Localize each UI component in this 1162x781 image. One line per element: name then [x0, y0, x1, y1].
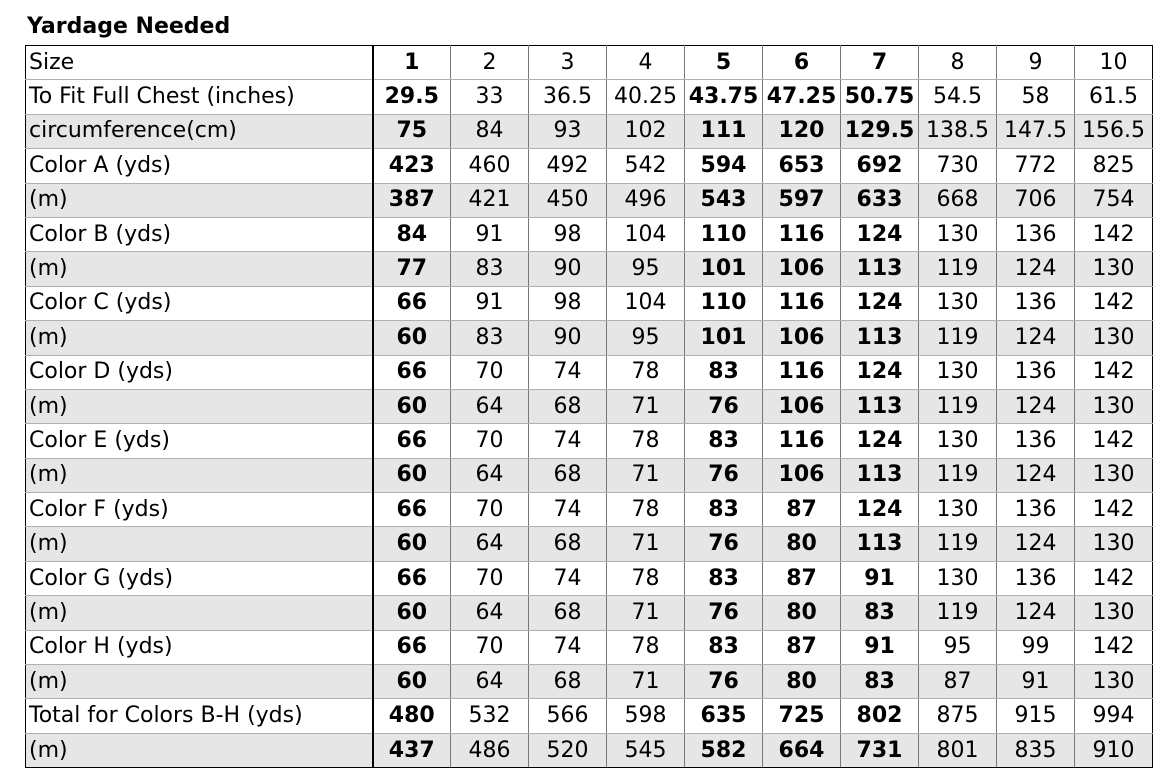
table-cell: 91: [841, 561, 919, 595]
table-cell: 61.5: [1075, 80, 1153, 114]
table-cell: 113: [841, 527, 919, 561]
row-label: (m): [26, 458, 373, 492]
table-cell: 597: [763, 183, 841, 217]
table-cell: 64: [451, 458, 529, 492]
table-cell: 653: [763, 149, 841, 183]
table-cell: 994: [1075, 699, 1153, 733]
table-cell: 60: [373, 665, 451, 699]
table-cell: 124: [997, 458, 1075, 492]
table-cell: 70: [451, 493, 529, 527]
table-cell: 78: [607, 630, 685, 664]
table-cell: 66: [373, 286, 451, 320]
table-cell: 825: [1075, 149, 1153, 183]
table-cell: 95: [607, 252, 685, 286]
table-cell: 142: [1075, 493, 1153, 527]
table-cell: 104: [607, 217, 685, 251]
table-cell: 136: [997, 286, 1075, 320]
table-cell: 520: [529, 733, 607, 767]
table-cell: 136: [997, 355, 1075, 389]
table-row: [26, 630, 1153, 664]
table-cell: 664: [763, 733, 841, 767]
table-cell: 76: [685, 596, 763, 630]
table-cell: 124: [997, 389, 1075, 423]
yardage-table: [25, 45, 1153, 768]
table-row: [26, 321, 1153, 355]
row-label: Color D (yds): [26, 355, 373, 389]
table-cell: 75: [373, 114, 451, 148]
table-cell: 76: [685, 389, 763, 423]
table-cell: 113: [841, 458, 919, 492]
table-cell: 66: [373, 561, 451, 595]
table-cell: 64: [451, 665, 529, 699]
table-cell: 102: [607, 114, 685, 148]
table-cell: 130: [919, 493, 997, 527]
table-cell: 77: [373, 252, 451, 286]
table-cell: 496: [607, 183, 685, 217]
table-cell: 78: [607, 424, 685, 458]
table-cell: 136: [997, 561, 1075, 595]
table-cell: 124: [997, 252, 1075, 286]
table-row: [26, 355, 1153, 389]
table-cell: 95: [607, 321, 685, 355]
table-cell: 130: [1075, 665, 1153, 699]
table-cell: 113: [841, 389, 919, 423]
table-cell: 43.75: [685, 80, 763, 114]
table-cell: 71: [607, 389, 685, 423]
table-cell: 124: [997, 321, 1075, 355]
table-cell: 78: [607, 355, 685, 389]
row-label: Size: [26, 46, 373, 80]
table-cell: 136: [997, 493, 1075, 527]
table-cell: 90: [529, 252, 607, 286]
table-cell: 116: [763, 355, 841, 389]
table-cell: 101: [685, 252, 763, 286]
table-cell: 130: [919, 286, 997, 320]
table-cell: 130: [1075, 321, 1153, 355]
table-cell: 4: [607, 46, 685, 80]
table-cell: 80: [763, 527, 841, 561]
table-cell: 113: [841, 252, 919, 286]
table-cell: 124: [997, 527, 1075, 561]
table-cell: 124: [841, 424, 919, 458]
table-cell: 83: [841, 596, 919, 630]
table-cell: 83: [685, 493, 763, 527]
table-cell: 486: [451, 733, 529, 767]
table-cell: 70: [451, 355, 529, 389]
row-label: Color G (yds): [26, 561, 373, 595]
table-cell: 84: [373, 217, 451, 251]
table-cell: 76: [685, 458, 763, 492]
yardage-table-body: [26, 46, 1153, 768]
table-cell: 532: [451, 699, 529, 733]
table-cell: 70: [451, 424, 529, 458]
table-cell: 130: [1075, 596, 1153, 630]
table-cell: 91: [841, 630, 919, 664]
table-cell: 83: [685, 561, 763, 595]
table-cell: 66: [373, 493, 451, 527]
row-label: (m): [26, 596, 373, 630]
table-cell: 111: [685, 114, 763, 148]
table-cell: 542: [607, 149, 685, 183]
table-row: [26, 114, 1153, 148]
table-cell: 83: [451, 252, 529, 286]
table-cell: 29.5: [373, 80, 451, 114]
table-cell: 130: [1075, 252, 1153, 286]
table-cell: 50.75: [841, 80, 919, 114]
table-row: [26, 733, 1153, 767]
table-row: [26, 699, 1153, 733]
table-row: [26, 596, 1153, 630]
table-cell: 730: [919, 149, 997, 183]
table-cell: 113: [841, 321, 919, 355]
table-cell: 101: [685, 321, 763, 355]
table-cell: 83: [841, 665, 919, 699]
row-label: Color F (yds): [26, 493, 373, 527]
table-row: [26, 149, 1153, 183]
table-cell: 47.25: [763, 80, 841, 114]
table-cell: 633: [841, 183, 919, 217]
table-cell: 83: [685, 424, 763, 458]
table-cell: 64: [451, 596, 529, 630]
table-cell: 76: [685, 665, 763, 699]
table-cell: 124: [997, 596, 1075, 630]
table-cell: 98: [529, 217, 607, 251]
table-cell: 106: [763, 458, 841, 492]
table-cell: 460: [451, 149, 529, 183]
table-cell: 106: [763, 252, 841, 286]
table-cell: 71: [607, 527, 685, 561]
table-cell: 64: [451, 527, 529, 561]
table-cell: 68: [529, 458, 607, 492]
row-label: Color H (yds): [26, 630, 373, 664]
table-cell: 84: [451, 114, 529, 148]
table-cell: 130: [1075, 527, 1153, 561]
table-cell: 119: [919, 321, 997, 355]
table-cell: 60: [373, 527, 451, 561]
table-cell: 66: [373, 355, 451, 389]
table-cell: 2: [451, 46, 529, 80]
table-cell: 543: [685, 183, 763, 217]
table-cell: 142: [1075, 561, 1153, 595]
table-cell: 915: [997, 699, 1075, 733]
table-cell: 725: [763, 699, 841, 733]
table-cell: 421: [451, 183, 529, 217]
table-cell: 130: [919, 424, 997, 458]
table-cell: 582: [685, 733, 763, 767]
table-row: [26, 665, 1153, 699]
table-row: [26, 458, 1153, 492]
table-cell: 706: [997, 183, 1075, 217]
row-label: To Fit Full Chest (inches): [26, 80, 373, 114]
table-cell: 70: [451, 561, 529, 595]
table-cell: 147.5: [997, 114, 1075, 148]
table-cell: 33: [451, 80, 529, 114]
table-cell: 60: [373, 458, 451, 492]
table-cell: 71: [607, 665, 685, 699]
table-cell: 66: [373, 424, 451, 458]
table-cell: 104: [607, 286, 685, 320]
table-cell: 83: [685, 355, 763, 389]
table-cell: 423: [373, 149, 451, 183]
table-cell: 74: [529, 493, 607, 527]
table-cell: 106: [763, 389, 841, 423]
table-cell: 36.5: [529, 80, 607, 114]
table-cell: 91: [451, 286, 529, 320]
table-cell: 91: [451, 217, 529, 251]
table-cell: 68: [529, 389, 607, 423]
table-cell: 129.5: [841, 114, 919, 148]
row-label: Total for Colors B-H (yds): [26, 699, 373, 733]
row-label: Color B (yds): [26, 217, 373, 251]
row-label: (m): [26, 389, 373, 423]
table-cell: 99: [997, 630, 1075, 664]
table-cell: 130: [1075, 458, 1153, 492]
table-cell: 60: [373, 596, 451, 630]
table-cell: 90: [529, 321, 607, 355]
table-cell: 138.5: [919, 114, 997, 148]
table-cell: 594: [685, 149, 763, 183]
table-cell: 450: [529, 183, 607, 217]
table-cell: 8: [919, 46, 997, 80]
row-label: Color A (yds): [26, 149, 373, 183]
row-label: Color E (yds): [26, 424, 373, 458]
table-cell: 68: [529, 596, 607, 630]
table-cell: 119: [919, 389, 997, 423]
table-cell: 492: [529, 149, 607, 183]
table-cell: 110: [685, 217, 763, 251]
table-cell: 87: [919, 665, 997, 699]
row-label: (m): [26, 733, 373, 767]
row-label: (m): [26, 665, 373, 699]
table-cell: 98: [529, 286, 607, 320]
table-cell: 68: [529, 527, 607, 561]
table-row: [26, 252, 1153, 286]
table-cell: 136: [997, 424, 1075, 458]
table-cell: 9: [997, 46, 1075, 80]
table-cell: 60: [373, 321, 451, 355]
table-row: [26, 424, 1153, 458]
table-cell: 60: [373, 389, 451, 423]
table-row: [26, 46, 1153, 80]
table-cell: 566: [529, 699, 607, 733]
table-cell: 142: [1075, 217, 1153, 251]
table-cell: 772: [997, 149, 1075, 183]
table-row: [26, 493, 1153, 527]
table-cell: 130: [919, 355, 997, 389]
table-cell: 668: [919, 183, 997, 217]
table-cell: 87: [763, 493, 841, 527]
table-cell: 124: [841, 493, 919, 527]
table-cell: 93: [529, 114, 607, 148]
table-cell: 130: [1075, 389, 1153, 423]
table-row: [26, 286, 1153, 320]
table-cell: 10: [1075, 46, 1153, 80]
table-cell: 68: [529, 665, 607, 699]
table-cell: 5: [685, 46, 763, 80]
table-cell: 692: [841, 149, 919, 183]
table-cell: 120: [763, 114, 841, 148]
table-cell: 156.5: [1075, 114, 1153, 148]
table-cell: 142: [1075, 286, 1153, 320]
row-label: (m): [26, 252, 373, 286]
table-cell: 80: [763, 596, 841, 630]
table-cell: 83: [685, 630, 763, 664]
table-cell: 119: [919, 458, 997, 492]
table-cell: 74: [529, 424, 607, 458]
table-cell: 731: [841, 733, 919, 767]
table-cell: 54.5: [919, 80, 997, 114]
table-row: [26, 217, 1153, 251]
table-cell: 635: [685, 699, 763, 733]
table-row: [26, 183, 1153, 217]
table-cell: 545: [607, 733, 685, 767]
row-label: (m): [26, 183, 373, 217]
table-cell: 910: [1075, 733, 1153, 767]
table-cell: 480: [373, 699, 451, 733]
row-label: (m): [26, 321, 373, 355]
table-cell: 598: [607, 699, 685, 733]
page-title: Yardage Needed: [27, 14, 231, 39]
table-cell: 78: [607, 561, 685, 595]
table-cell: 116: [763, 217, 841, 251]
table-cell: 754: [1075, 183, 1153, 217]
table-cell: 142: [1075, 424, 1153, 458]
table-cell: 87: [763, 561, 841, 595]
table-cell: 3: [529, 46, 607, 80]
table-cell: 110: [685, 286, 763, 320]
table-cell: 875: [919, 699, 997, 733]
table-cell: 70: [451, 630, 529, 664]
table-cell: 106: [763, 321, 841, 355]
table-cell: 1: [373, 46, 451, 80]
table-cell: 801: [919, 733, 997, 767]
table-cell: 130: [919, 217, 997, 251]
table-cell: 83: [451, 321, 529, 355]
table-cell: 58: [997, 80, 1075, 114]
table-cell: 74: [529, 561, 607, 595]
table-cell: 136: [997, 217, 1075, 251]
table-cell: 119: [919, 527, 997, 561]
table-cell: 74: [529, 355, 607, 389]
table-cell: 130: [919, 561, 997, 595]
table-row: [26, 80, 1153, 114]
table-cell: 116: [763, 424, 841, 458]
table-cell: 95: [919, 630, 997, 664]
table-cell: 74: [529, 630, 607, 664]
table-cell: 119: [919, 596, 997, 630]
table-cell: 835: [997, 733, 1075, 767]
table-cell: 124: [841, 217, 919, 251]
table-cell: 91: [997, 665, 1075, 699]
table-row: [26, 389, 1153, 423]
table-cell: 64: [451, 389, 529, 423]
table-cell: 437: [373, 733, 451, 767]
table-cell: 802: [841, 699, 919, 733]
table-cell: 124: [841, 286, 919, 320]
table-cell: 119: [919, 252, 997, 286]
row-label: circumference(cm): [26, 114, 373, 148]
table-row: [26, 527, 1153, 561]
table-cell: 87: [763, 630, 841, 664]
table-cell: 7: [841, 46, 919, 80]
table-cell: 71: [607, 596, 685, 630]
table-row: [26, 561, 1153, 595]
table-cell: 6: [763, 46, 841, 80]
table-cell: 80: [763, 665, 841, 699]
table-cell: 142: [1075, 630, 1153, 664]
row-label: Color C (yds): [26, 286, 373, 320]
table-cell: 124: [841, 355, 919, 389]
table-cell: 66: [373, 630, 451, 664]
table-cell: 40.25: [607, 80, 685, 114]
table-cell: 116: [763, 286, 841, 320]
table-cell: 71: [607, 458, 685, 492]
row-label: (m): [26, 527, 373, 561]
table-cell: 142: [1075, 355, 1153, 389]
table-cell: 76: [685, 527, 763, 561]
table-cell: 387: [373, 183, 451, 217]
table-cell: 78: [607, 493, 685, 527]
